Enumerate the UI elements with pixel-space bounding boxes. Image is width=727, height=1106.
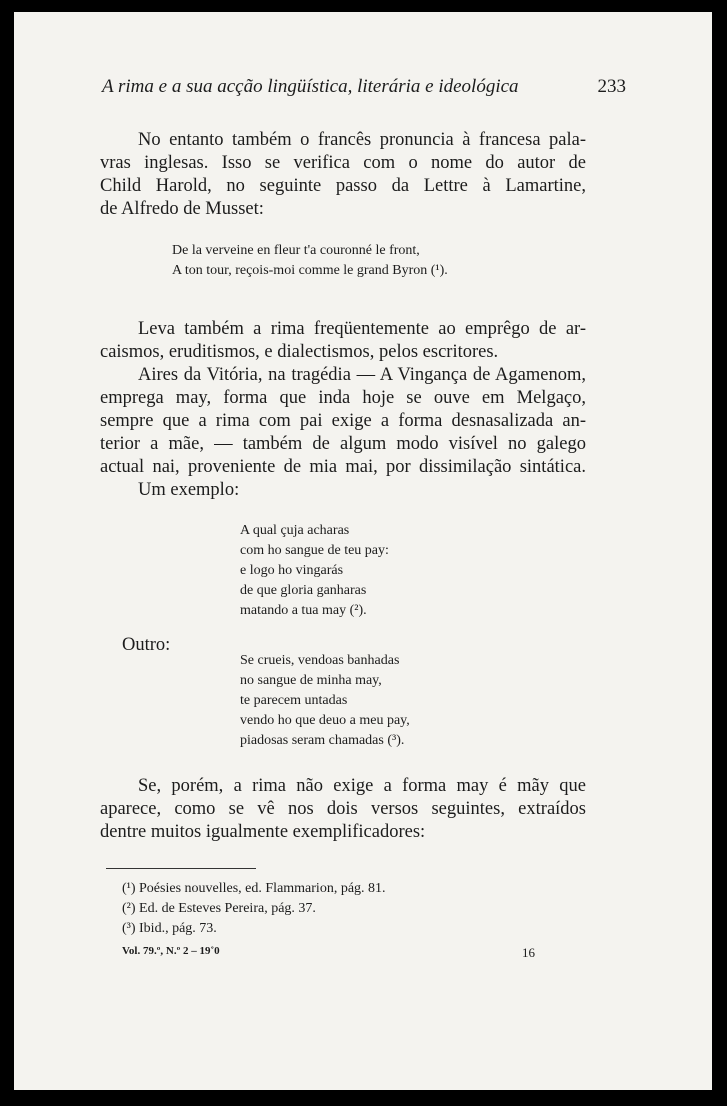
text-line: vras inglesas. Isso se verifica com o nome do autor de: [100, 153, 586, 173]
running-header: [102, 76, 626, 98]
verse-line: matando a tua may (²).: [240, 603, 367, 618]
verse-line: Se crueis, vendoas banhadas: [240, 653, 400, 668]
text-line: emprega may, forma que inda hoje se ouve em Melgaço,: [100, 388, 586, 408]
verse-line: te parecem untadas: [240, 693, 348, 708]
signature-number: 16: [522, 945, 535, 960]
footnotes: [122, 879, 386, 939]
text-line: aparece, como se vê nos dois versos seguintes, extraídos: [100, 799, 586, 819]
page-number: 233: [597, 76, 626, 97]
verse-line: e logo ho vingarás: [240, 563, 344, 578]
footnote-1: (¹) Poésies nouvelles, ed. Flammarion, pág. 81.: [122, 881, 386, 896]
verse-line: De la verveine en fleur t'a couronné le front,: [172, 243, 420, 258]
quote-verse-2: [240, 521, 389, 621]
text-line: Leva também a rima freqüentemente ao emprêgo de ar-: [138, 319, 586, 339]
quote-verse-3: [240, 651, 410, 751]
verse-line: vendo ho que deuo a meu pay,: [240, 713, 410, 728]
book-page: [14, 12, 712, 1090]
verse-line: A qual çuja acharas: [240, 523, 350, 538]
text-line: Se, porém, a rima não exige a forma may é mãy que: [138, 776, 586, 796]
text-line: terior a mãe, — também de algum modo visível no galego: [100, 434, 586, 454]
text-line: Um exemplo:: [138, 480, 240, 500]
verse-line: piadosas seram chamadas (³).: [240, 733, 405, 748]
signature-mark: Vol. 79.º, N.º 2 – 19˚0: [122, 945, 220, 957]
text-line: actual nai, proveniente de mia mai, por dissimilação sintática.: [100, 457, 586, 477]
text-line: No entanto também o francês pronuncia à francesa pala-: [138, 130, 586, 150]
paragraph-3: [100, 775, 586, 844]
outro-label: Outro:: [122, 635, 171, 655]
verse-line: de que gloria ganharas: [240, 583, 367, 598]
footnote-3: (³) Ibid., pág. 73.: [122, 921, 217, 936]
text-line: Child Harold, no seguinte passo da Lettre à Lamartine,: [100, 176, 586, 196]
text-line: caismos, eruditismos, e dialectismos, pelos escritores.: [100, 342, 499, 362]
verse-line: no sangue de minha may,: [240, 673, 382, 688]
text-line: de Alfredo de Musset:: [100, 199, 264, 219]
verse-line: A ton tour, reçois-moi comme le grand Byron (¹).: [172, 263, 448, 278]
verse-line: com ho sangue de teu pay:: [240, 543, 389, 558]
paragraph-2: [100, 318, 586, 502]
quote-verse-1: [172, 241, 448, 281]
footnote-2: (²) Ed. de Esteves Pereira, pág. 37.: [122, 901, 316, 916]
text-line: dentre muitos igualmente exemplificadores:: [100, 822, 426, 842]
footnote-divider: [106, 868, 256, 869]
text-line: sempre que a rima com pai exige a forma desnasalizada an-: [100, 411, 586, 431]
paragraph-1: [100, 129, 586, 221]
running-title: A rima e a sua acção lingüística, literária e ideológica: [102, 76, 519, 97]
text-line: Aires da Vitória, na tragédia — A Vingança de Agamenom,: [138, 365, 586, 385]
